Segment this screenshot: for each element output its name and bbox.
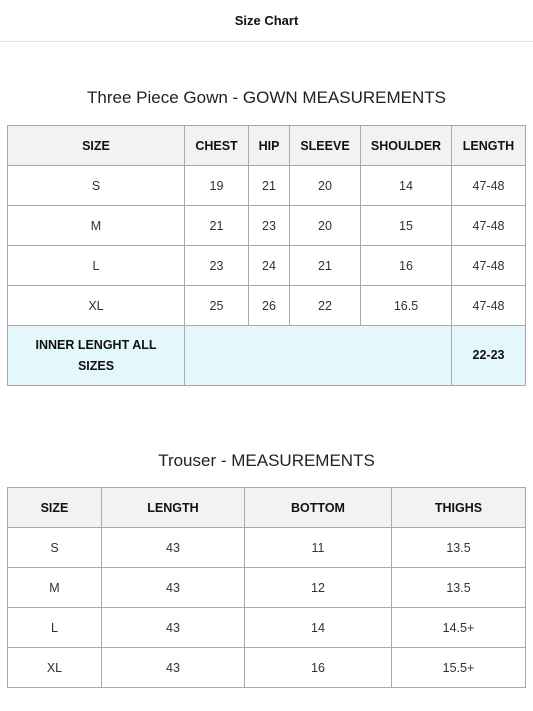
inner-length-spacer <box>185 326 452 386</box>
size-cell: S <box>8 528 102 568</box>
size-cell: L <box>8 246 185 286</box>
table-row <box>8 166 526 206</box>
size-cell: XL <box>8 648 102 688</box>
table-row <box>8 206 526 246</box>
table-row <box>8 568 526 608</box>
thighs-cell: 13.5 <box>392 528 526 568</box>
column-header-bottom: BOTTOM <box>245 488 392 528</box>
table-row <box>8 528 526 568</box>
page-header <box>0 0 533 42</box>
shoulder-cell: 15 <box>361 206 452 246</box>
gown-section-title: Three Piece Gown - GOWN MEASUREMENTS <box>87 88 446 107</box>
length-cell: 43 <box>102 528 245 568</box>
size-cell: XL <box>8 286 185 326</box>
length-cell: 43 <box>102 648 245 688</box>
bottom-cell: 11 <box>245 528 392 568</box>
inner-length-label: INNER LENGHT ALL SIZES <box>8 326 185 386</box>
page-title: Size Chart <box>234 13 299 28</box>
sleeve-cell: 20 <box>290 206 361 246</box>
inner-length-row <box>8 326 526 386</box>
column-header-length: LENGTH <box>102 488 245 528</box>
chest-cell: 21 <box>185 206 249 246</box>
size-cell: L <box>8 608 102 648</box>
length-cell: 47-48 <box>452 246 526 286</box>
chest-cell: 25 <box>185 286 249 326</box>
trouser-measurements-table <box>7 487 526 688</box>
thighs-cell: 14.5+ <box>392 608 526 648</box>
sleeve-cell: 20 <box>290 166 361 206</box>
shoulder-cell: 16.5 <box>361 286 452 326</box>
thighs-cell: 13.5 <box>392 568 526 608</box>
thighs-cell: 15.5+ <box>392 648 526 688</box>
length-cell: 47-48 <box>452 166 526 206</box>
table-row <box>8 246 526 286</box>
column-header-shoulder: SHOULDER <box>361 126 452 166</box>
size-cell: M <box>8 206 185 246</box>
inner-length-value: 22-23 <box>452 326 526 386</box>
column-header-size: SIZE <box>8 126 185 166</box>
hip-cell: 24 <box>249 246 290 286</box>
column-header-size: SIZE <box>8 488 102 528</box>
hip-cell: 21 <box>249 166 290 206</box>
table-header-row <box>8 126 526 166</box>
table-header-row <box>8 488 526 528</box>
shoulder-cell: 16 <box>361 246 452 286</box>
hip-cell: 23 <box>249 206 290 246</box>
hip-cell: 26 <box>249 286 290 326</box>
column-header-chest: CHEST <box>185 126 249 166</box>
chest-cell: 19 <box>185 166 249 206</box>
bottom-cell: 16 <box>245 648 392 688</box>
column-header-thighs: THIGHS <box>392 488 526 528</box>
bottom-cell: 14 <box>245 608 392 648</box>
length-cell: 47-48 <box>452 286 526 326</box>
column-header-hip: HIP <box>249 126 290 166</box>
length-cell: 43 <box>102 568 245 608</box>
gown-measurements-table <box>7 125 526 386</box>
sleeve-cell: 21 <box>290 246 361 286</box>
table-row <box>8 608 526 648</box>
table-row <box>8 286 526 326</box>
length-cell: 43 <box>102 608 245 648</box>
column-header-sleeve: SLEEVE <box>290 126 361 166</box>
size-cell: M <box>8 568 102 608</box>
sleeve-cell: 22 <box>290 286 361 326</box>
table-row <box>8 648 526 688</box>
shoulder-cell: 14 <box>361 166 452 206</box>
bottom-cell: 12 <box>245 568 392 608</box>
size-cell: S <box>8 166 185 206</box>
chest-cell: 23 <box>185 246 249 286</box>
trouser-section-title: Trouser - MEASUREMENTS <box>158 451 375 470</box>
length-cell: 47-48 <box>452 206 526 246</box>
column-header-length: LENGTH <box>452 126 526 166</box>
